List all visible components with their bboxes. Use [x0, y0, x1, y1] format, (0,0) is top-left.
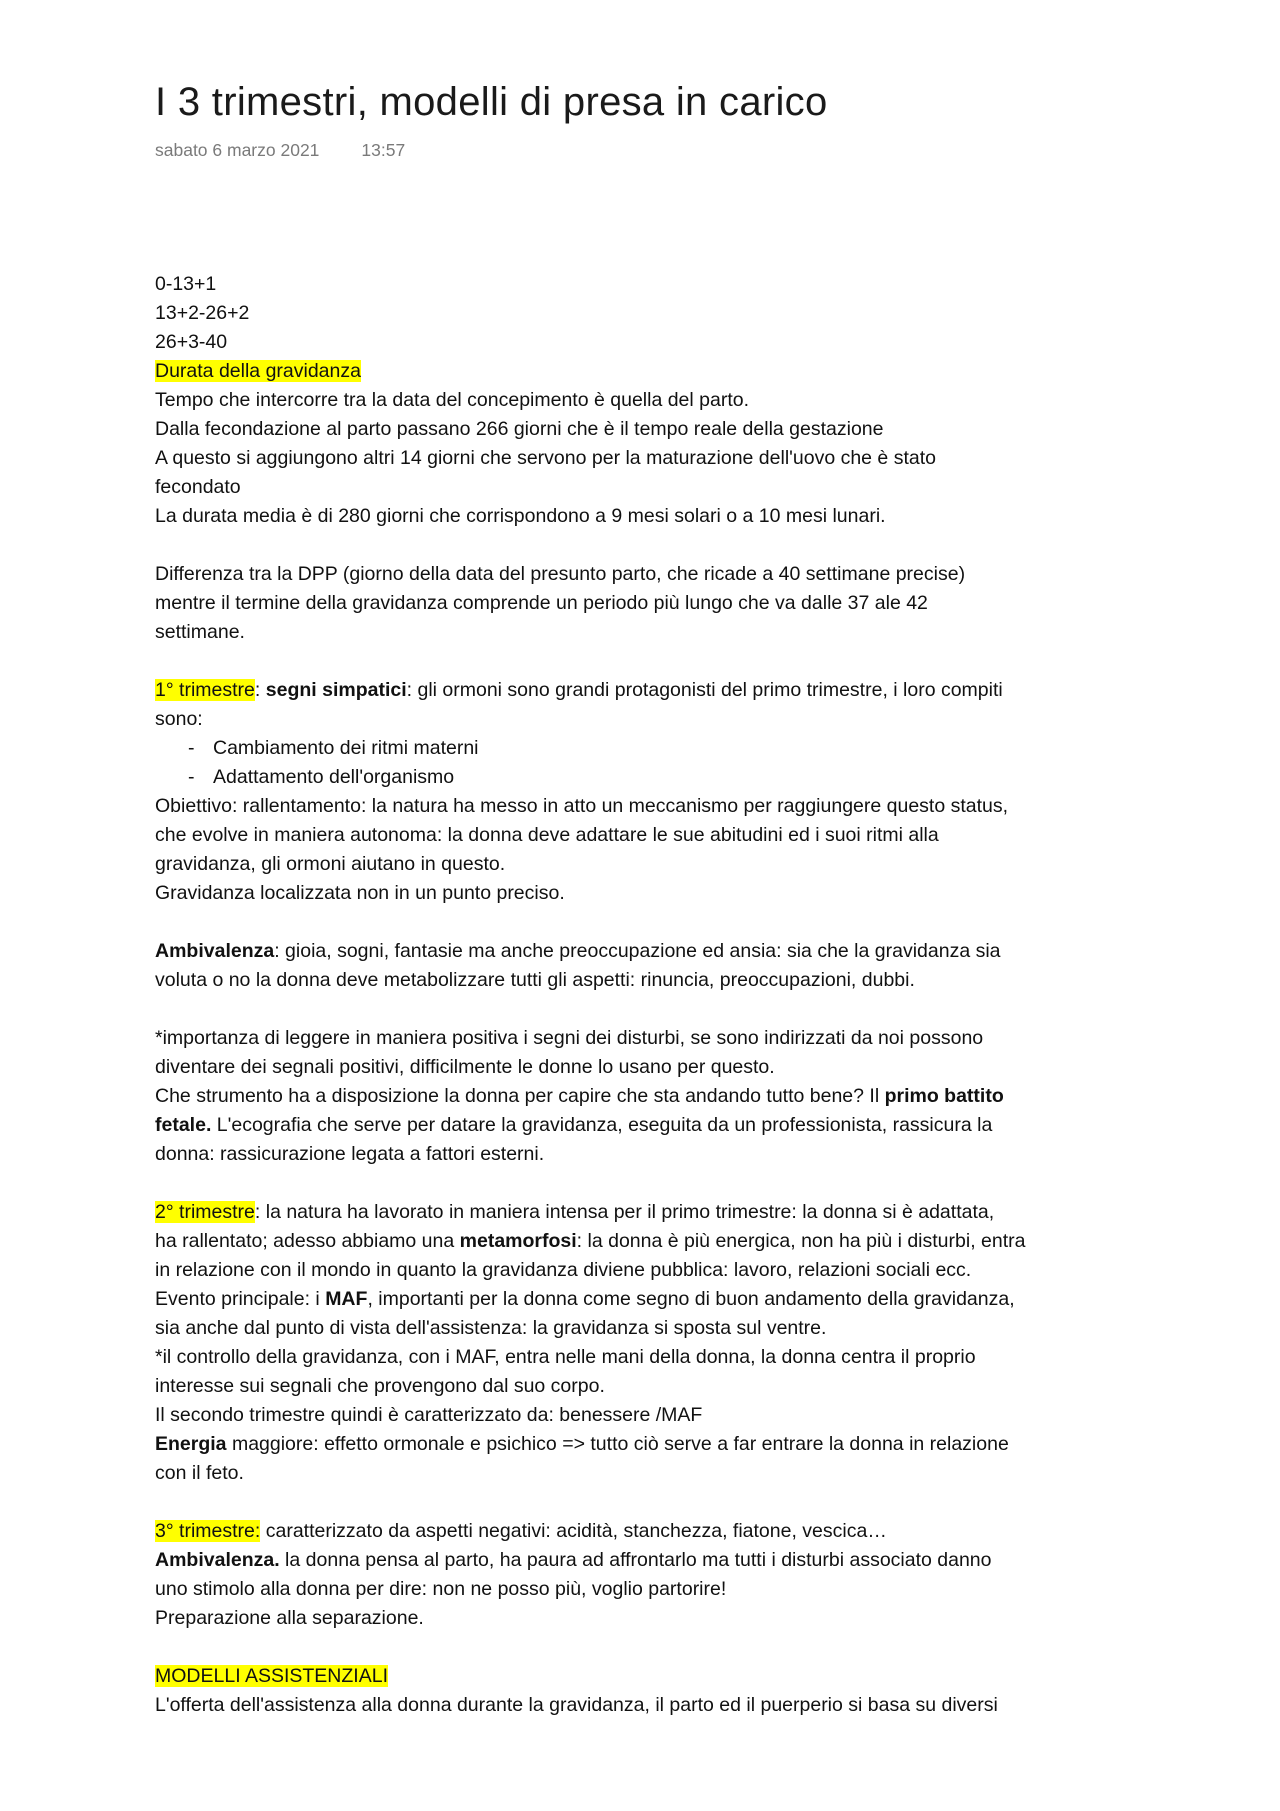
- text-line: La durata media è di 280 giorni che corrispondono a 9 mesi solari o a 10 mesi lunari.: [155, 505, 886, 527]
- text-line: [155, 1227, 1125, 1256]
- text-line: [155, 1285, 1125, 1314]
- text-run: : gli ormoni sono grandi protagonisti del primo trimestre, i loro compiti: [406, 679, 1003, 701]
- ambivalenza-line: [155, 937, 1125, 966]
- text-run: Evento principale: i: [155, 1288, 326, 1310]
- text-line: [155, 1430, 1125, 1459]
- text-line: in relazione con il mondo in quanto la gravidanza diviene pubblica: lavoro, relazioni sociali ecc.: [155, 1259, 972, 1281]
- text-line: [155, 1082, 1125, 1111]
- text-line: fecondato: [155, 476, 241, 498]
- text-run: maggiore: effetto ormonale e psichico => tutto ciò serve a far entrare la donna in relazione: [226, 1433, 1009, 1455]
- text-line: *importanza di leggere in maniera positiva i segni dei disturbi, se sono indirizzati da noi possono: [155, 1027, 984, 1049]
- text-line: Tempo che intercorre tra la data del concepimento è quella del parto.: [155, 389, 750, 411]
- bold-term: Ambivalenza.: [155, 1549, 280, 1571]
- bold-term: Ambivalenza: [155, 940, 275, 962]
- text-run: L'ecografia che serve per datare la gravidanza, eseguita da un professionista, rassicura la: [211, 1114, 993, 1136]
- text-run: : la natura ha lavorato in maniera intensa per il primo trimestre: la donna si è adattata,: [254, 1201, 995, 1223]
- bold-term: metamorfosi: [459, 1230, 577, 1252]
- text-line: L'offerta dell'assistenza alla donna durante la gravidanza, il parto ed il puerperio si basa su diversi: [155, 1694, 998, 1716]
- text-line: voluta o no la donna deve metabolizzare tutti gli aspetti: rinuncia, preoccupazioni, dubbi.: [155, 969, 915, 991]
- spacer: [155, 1488, 1125, 1517]
- text-line: diventare dei segnali positivi, difficilmente le donne lo usano per questo.: [155, 1056, 775, 1078]
- bold-term: fetale.: [155, 1114, 212, 1136]
- spacer: [155, 1169, 1125, 1198]
- durata-heading-line: [155, 357, 1125, 386]
- bullet-dash: -: [188, 766, 195, 788]
- text-run: : la donna è più energica, non ha più i disturbi, entra: [576, 1230, 1026, 1252]
- range-line: 0-13+1: [155, 273, 217, 295]
- primo-trimestre-label: 1° trimestre: [155, 679, 255, 701]
- modelli-heading-line: [155, 1662, 1125, 1691]
- text-line: Il secondo trimestre quindi è caratterizzato da: benessere /MAF: [155, 1404, 703, 1426]
- text-line: Dalla fecondazione al parto passano 266 giorni che è il tempo reale della gestazione: [155, 418, 884, 440]
- text-run: , importanti per la donna come segno di buon andamento della gravidanza,: [367, 1288, 1015, 1310]
- text-line: Obiettivo: rallentamento: la natura ha messo in atto un meccanismo per raggiungere questo status,: [155, 795, 1009, 817]
- text-line: settimane.: [155, 621, 245, 643]
- text-run: ha rallentato; adesso abbiamo una: [155, 1230, 460, 1252]
- colon: :: [254, 679, 266, 701]
- text-run: Che strumento ha a disposizione la donna per capire che sta andando tutto bene? Il: [155, 1085, 885, 1107]
- text-line: [155, 1111, 1125, 1140]
- bold-term: MAF: [325, 1288, 368, 1310]
- spacer: [155, 995, 1125, 1024]
- terzo-trimestre-line: [155, 1517, 1125, 1546]
- page-meta: [155, 140, 405, 161]
- bullet-item: [155, 734, 1125, 763]
- page-date: sabato 6 marzo 2021: [155, 140, 320, 160]
- bullet-item: [155, 763, 1125, 792]
- page-title: I 3 trimestri, modelli di presa in carico: [155, 80, 828, 124]
- text-line: sia anche dal punto di vista dell'assistenza: la gravidanza si sposta sul ventre.: [155, 1317, 827, 1339]
- text-run: caratterizzato da aspetti negativi: acidità, stanchezza, fiatone, vescica…: [260, 1520, 887, 1542]
- durata-heading: Durata della gravidanza: [155, 360, 361, 382]
- text-line: *il controllo della gravidanza, con i MAF, entra nelle mani della donna, la donna centra il proprio: [155, 1346, 976, 1368]
- text-line: donna: rassicurazione legata a fattori esterni.: [155, 1143, 545, 1165]
- text-line: mentre il termine della gravidanza comprende un periodo più lungo che va dalle 37 ale 42: [155, 592, 928, 614]
- bold-term: segni simpatici: [265, 679, 407, 701]
- text-run: : gioia, sogni, fantasie ma anche preoccupazione ed ansia: sia che la gravidanza sia: [274, 940, 1001, 962]
- text-line: interesse sui segnali che provengono dal suo corpo.: [155, 1375, 605, 1397]
- spacer: [155, 647, 1125, 676]
- text-line: Gravidanza localizzata non in un punto preciso.: [155, 882, 565, 904]
- text-line: Preparazione alla separazione.: [155, 1607, 424, 1629]
- terzo-trimestre-label: 3° trimestre:: [155, 1520, 261, 1542]
- note-content: [155, 270, 1125, 1720]
- spacer: [155, 908, 1125, 937]
- bold-term: primo battito: [884, 1085, 1004, 1107]
- bullet-text: Cambiamento dei ritmi materni: [213, 737, 479, 759]
- bullet-text: Adattamento dell'organismo: [213, 766, 455, 788]
- text-line: che evolve in maniera autonoma: la donna deve adattare le sue abitudini ed i suoi ritmi alla: [155, 824, 939, 846]
- range-line: 13+2-26+2: [155, 302, 250, 324]
- page-time: 13:57: [361, 140, 406, 160]
- text-line: Differenza tra la DPP (giorno della data del presunto parto, che ricade a 40 settimane precise): [155, 563, 966, 585]
- text-line: A questo si aggiungono altri 14 giorni che servono per la maturazione dell'uovo che è stato: [155, 447, 936, 469]
- range-line: 26+3-40: [155, 331, 228, 353]
- bold-term: Energia: [155, 1433, 227, 1455]
- spacer: [155, 1633, 1125, 1662]
- text-line: uno stimolo alla donna per dire: non ne posso più, voglio partorire!: [155, 1578, 727, 1600]
- text-line: sono:: [155, 708, 203, 730]
- text-line: [155, 1546, 1125, 1575]
- primo-trimestre-line: [155, 676, 1125, 705]
- text-line: con il feto.: [155, 1462, 244, 1484]
- bullet-dash: -: [188, 737, 195, 759]
- text-line: gravidanza, gli ormoni aiutano in questo.: [155, 853, 506, 875]
- text-run: la donna pensa al parto, ha paura ad affrontarlo ma tutti i disturbi associato danno: [279, 1549, 992, 1571]
- modelli-heading: MODELLI ASSISTENZIALI: [155, 1665, 388, 1687]
- secondo-trimestre-label: 2° trimestre: [155, 1201, 255, 1223]
- spacer: [155, 531, 1125, 560]
- secondo-trimestre-line: [155, 1198, 1125, 1227]
